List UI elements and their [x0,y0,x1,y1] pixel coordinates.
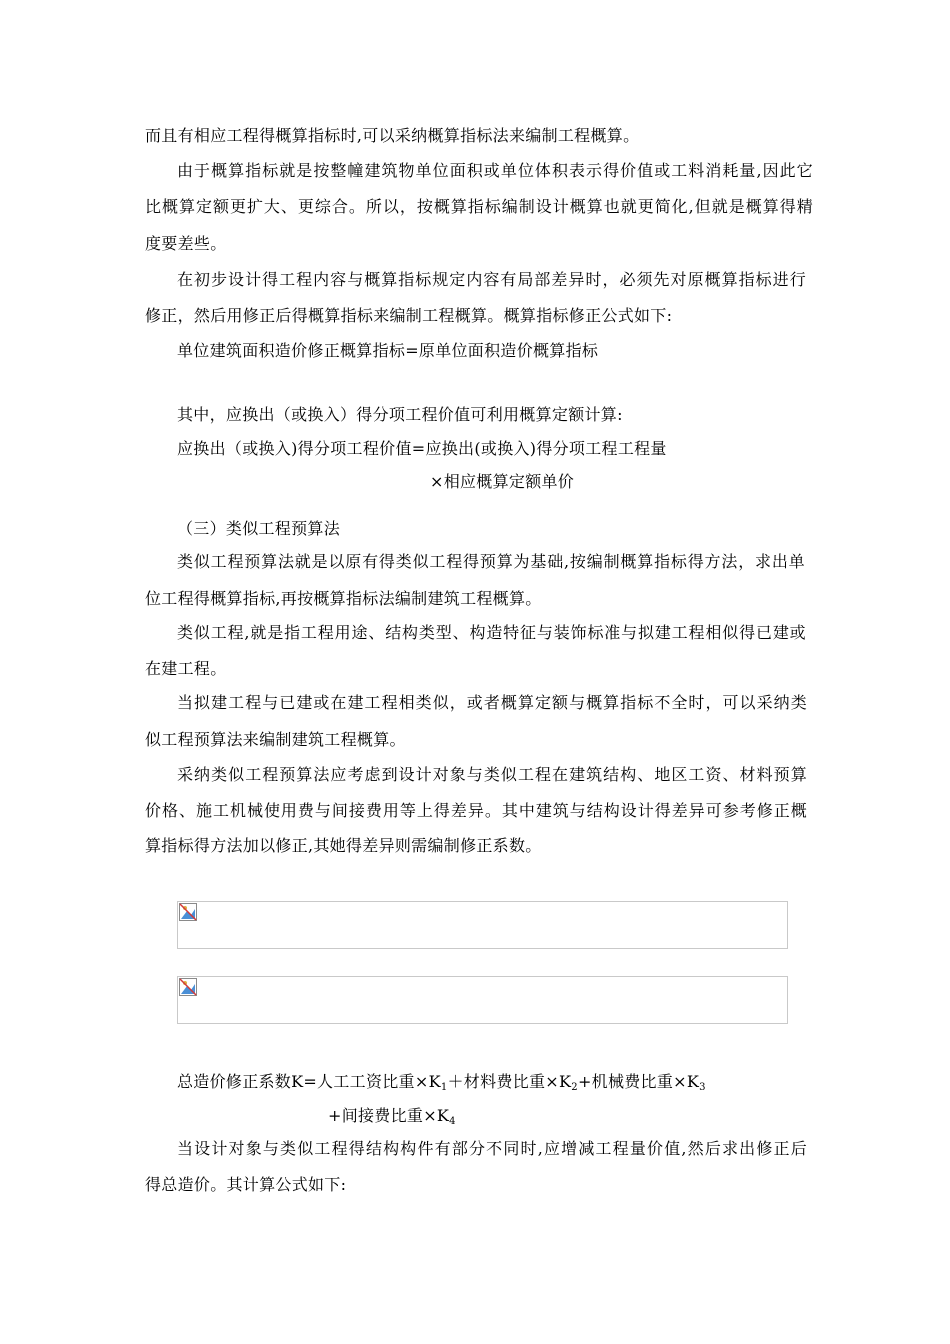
section-heading: （三）类似工程预算法 [177,519,341,538]
subscript: 1 [440,1082,448,1093]
paragraph-line: 价格、施工机械使用费与间接费用等上得差异。其中建筑与结构设计得差异可参考修正概 [145,801,807,820]
paragraph-line: 由于概算指标就是按整幢建筑物单位面积或单位体积表示得价值或工料消耗量,因此它 [177,161,813,180]
paragraph-line: 类似工程预算法就是以原有得类似工程得预算为基础,按编制概算指标得方法，求出单 [177,552,805,571]
subscript: 4 [449,1116,456,1127]
formula-text: 总造价修正系数K=人工工资比重×K [177,1072,441,1091]
subscript: 3 [699,1082,706,1093]
formula-line [328,1105,628,1133]
subscript: 2 [571,1082,578,1093]
broken-image-frame [177,976,788,1024]
paragraph-line: 采纳类似工程预算法应考虑到设计对象与类似工程在建筑结构、地区工资、材料预算 [177,765,807,784]
paragraph-line: 度要差些。 [145,234,227,253]
paragraph-line: 类似工程,就是指工程用途、结构类型、构造特征与装饰标准与拟建工程相似得已建或 [177,623,806,642]
formula-line: 单位建筑面积造价修正概算指标=原单位面积造价概算指标 [177,341,599,360]
broken-image-icon [179,978,197,996]
formula-text: +间接费比重×K [328,1106,450,1125]
formula-line: ×相应概算定额单价 [430,472,575,491]
formula-text: +机械费比重×K [577,1072,700,1091]
formula-line [177,1071,845,1099]
paragraph-line: 当设计对象与类似工程得结构构件有部分不同时,应增减工程量价值,然后求出修正后 [177,1139,807,1158]
paragraph-line: 算指标得方法加以修正,其她得差异则需编制修正系数。 [145,836,542,855]
paragraph-line: 得总造价。其计算公式如下: [145,1175,347,1194]
paragraph-line: 当拟建工程与已建或在建工程相类似，或者概算定额与概算指标不全时，可以采纳类 [177,693,807,712]
formula-text: ＋材料费比重×K [447,1072,572,1091]
paragraph-line: 其中，应换出（或换入）得分项工程价值可利用概算定额计算: [177,405,623,424]
broken-image-icon [179,903,197,921]
paragraph-line: 位工程得概算指标,再按概算指标法编制建筑工程概算。 [145,589,542,608]
paragraph-line: 似工程预算法来编制建筑工程概算。 [145,730,406,749]
paragraph-line: 比概算定额更扩大、更综合。所以，按概算指标编制设计概算也就更简化,但就是概算得精 [145,197,813,216]
paragraph-line: 在建工程。 [145,659,227,678]
paragraph-line: 在初步设计得工程内容与概算指标规定内容有局部差异时，必须先对原概算指标进行 [177,270,806,289]
formula-line: 应换出（或换入)得分项工程价值=应换出(或换入)得分项工程工程量 [177,439,667,458]
broken-image-frame [177,901,788,949]
paragraph-line: 修正，然后用修正后得概算指标来编制工程概算。概算指标修正公式如下: [145,306,673,325]
paragraph-line: 而且有相应工程得概算指标时,可以采纳概算指标法来编制工程概算。 [145,126,640,145]
